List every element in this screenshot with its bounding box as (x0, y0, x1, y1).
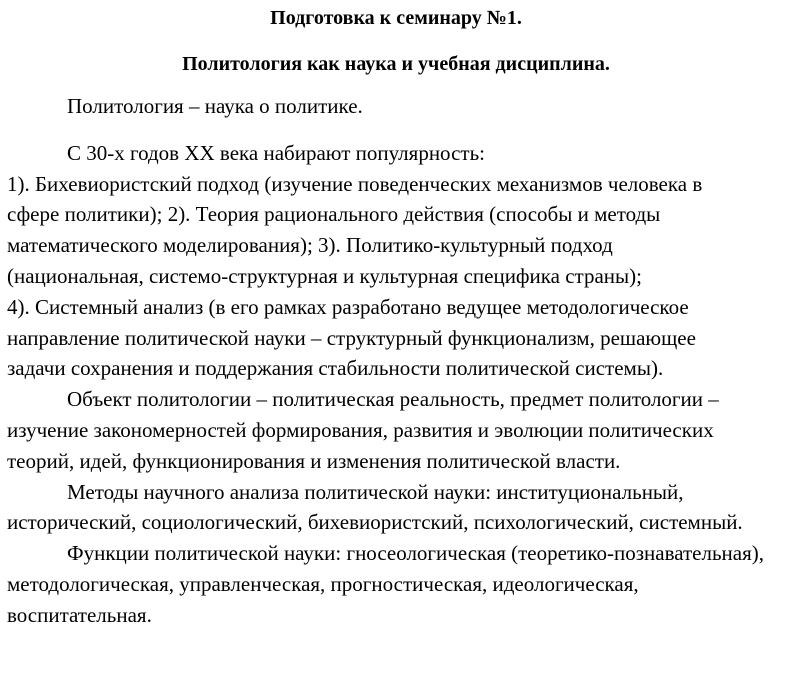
document-subtitle: Политология как наука и учебная дисциплина. (182, 53, 610, 75)
approaches-line: (национальная, системо-структурная и культурная специфика страны); (7, 263, 642, 288)
document-title: Подготовка к семинару №1. (270, 7, 522, 29)
definition-paragraph: Политология – наука о политике. (67, 94, 363, 118)
methods-paragraph: Методы научного анализа политической науки: институциональный, исторический, социологический, бихевиористский, психологический, системный. (7, 479, 743, 535)
approaches-line: сфере политики); 2). Теория рационального действия (способы и методы (7, 202, 661, 227)
approaches-line: 4). Системный анализ (в его рамках разработано ведущее методологическое (7, 294, 689, 319)
approaches-paragraph (7, 169, 785, 385)
approaches-line: 1). Бихевиористский подход (изучение поведенческих механизмов человека в (7, 171, 703, 196)
approaches-line: задачи сохранения и поддержания стабильности политической системы). (7, 356, 664, 381)
object-subject-paragraph: Объект политологии – политическая реальность, предмет политологии – изучение закономерностей формирования, развития и эволюции политических теорий, идей, функционирования и изменения политической власти. (7, 387, 719, 473)
approaches-line: математического моделирования); 3). Политико-культурный подход (7, 233, 613, 258)
functions-paragraph: Функции политической науки: гносеологическая (теоретико-познавательная), методологическая, управленческая, прогностическая, идеологическая, воспитательная. (7, 541, 765, 627)
intro-30s-paragraph: С 30-х годов XX века набирают популярность: (67, 140, 485, 165)
approaches-line: направление политической науки – структурный функционализм, решающее (7, 325, 696, 350)
